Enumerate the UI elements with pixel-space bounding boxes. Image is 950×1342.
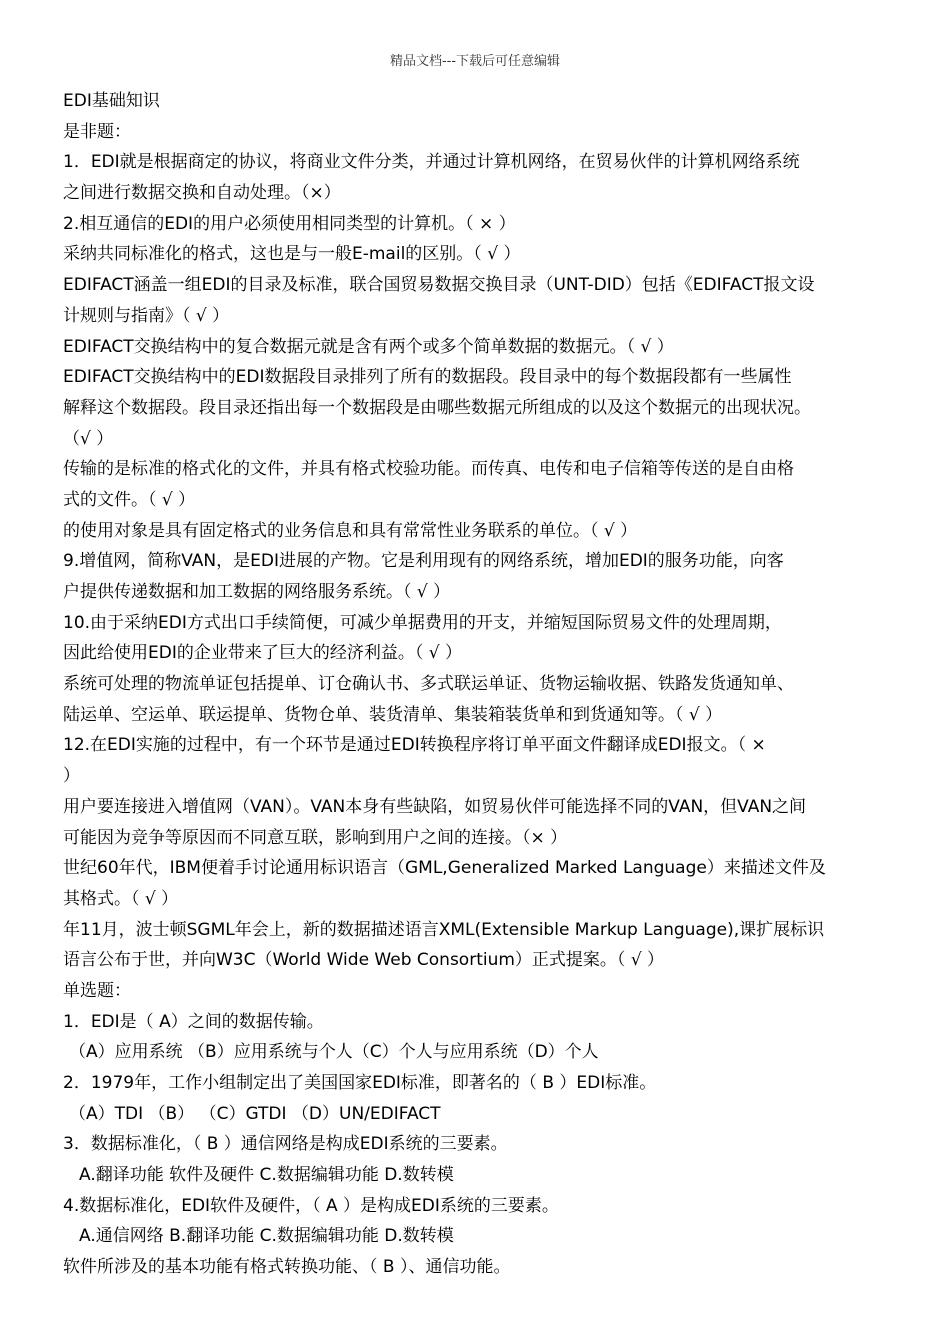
text-line: 传输的是标准的格式化的文件，并具有格式校验功能。而传真、电传和电子信箱等传送的是自由格 — [63, 459, 794, 480]
text-line: （A）TDI （B） （C）GTDI （D）UN/EDIFACT — [69, 1103, 441, 1124]
text-line: （√ ） — [63, 428, 114, 449]
text-line: EDIFACT交换结构中的EDI数据段目录排列了所有的数据段。段目录中的每个数据段都有一些属性 — [63, 367, 792, 388]
text-line: EDIFACT涵盖一组EDI的目录及标准，联合国贸易数据交换目录（UNT-DID）包括《EDIFACT报文设 — [63, 275, 815, 296]
text-line: 语言公布于世，并向W3C（World Wide Web Consortium）正式提案。（ √ ） — [63, 950, 665, 971]
document-body — [63, 86, 913, 1283]
text-line: 3．数据标准化，（ B ）通信网络是构成EDI系统的三要素。 — [63, 1134, 508, 1155]
text-line: 因此给使用EDI的企业带来了巨大的经济利益。（ √ ） — [63, 643, 462, 664]
text-line: 10.由于采纳EDI方式出口手续简便，可减少单据费用的开支，并缩短国际贸易文件的处理周期， — [63, 612, 782, 633]
text-line: 是非题： — [63, 121, 131, 142]
text-line: 9.增值网，简称VAN，是EDI进展的产物。它是利用现有的网络系统，增加EDI的服务功能，向客 — [63, 551, 784, 572]
text-line: 软件所涉及的基本功能有格式转换功能、（ B ）、通信功能。 — [63, 1257, 511, 1278]
text-line: 系统可处理的物流单证包括提单、订仓确认书、多式联运单证、货物运输收据、铁路发货通知单、 — [63, 674, 794, 695]
text-line: 世纪60年代，IBM便着手讨论通用标识语言（GML,Generalized Marked Language）来描述文件及 — [63, 858, 826, 879]
text-line: 2.相互通信的EDI的用户必须使用相同类型的计算机。（ × ） — [63, 213, 516, 234]
text-line: 年11月，波士顿SGML年会上，新的数据描述语言XML(Extensible Markup Language),课扩展标识 — [63, 919, 825, 940]
text-line: （A）应用系统 （B）应用系统与个人（C）个人与应用系统（D）个人 — [69, 1042, 599, 1063]
text-line: ） — [63, 766, 80, 787]
text-line: 用户要连接进入增值网（VAN）。VAN本身有些缺陷，如贸易伙伴可能选择不同的VAN，但VAN之间 — [63, 796, 807, 817]
text-line: 可能因为竞争等原因而不同意互联，影响到用户之间的连接。（× ） — [63, 827, 568, 848]
text-line: 的使用对象是具有固定格式的业务信息和具有常常性业务联系的单位。（ √ ） — [63, 520, 638, 541]
text-line: 式的文件。（ √ ） — [63, 489, 196, 510]
page-header: 精品文档---下载后可任意编辑 — [389, 54, 561, 69]
text-line: 陆运单、空运单、联运提单、货物仓单、装货清单、集装箱装货单和到货通知等。（ √ ） — [63, 704, 723, 725]
text-line: 单选题： — [63, 980, 131, 1001]
text-line: A.翻译功能 软件及硬件 C.数据编辑功能 D.数转模 — [79, 1165, 454, 1186]
text-line: 4.数据标准化，EDI软件及硬件，（ A ）是构成EDI系统的三要素。 — [63, 1195, 559, 1216]
text-line: 采纳共同标准化的格式，这也是与一般E-mail的区别。（ √ ） — [63, 244, 521, 265]
text-line: 12.在EDI实施的过程中，有一个环节是通过EDI转换程序将订单平面文件翻译成EDI报文。（ × — [63, 735, 766, 756]
text-line: 1．EDI是（ A）之间的数据传输。 — [63, 1011, 324, 1032]
text-line: 户提供传递数据和加工数据的网络服务系统。（ √ ） — [63, 582, 451, 602]
text-line: 其格式。（ √ ） — [63, 888, 179, 909]
text-line: 计规则与指南》（ √ ） — [63, 305, 230, 326]
text-line: 2．1979年，工作小组制定出了美国国家EDI标准，即著名的（ B ）EDI标准。 — [63, 1073, 657, 1093]
text-line: 1．EDI就是根据商定的协议，将商业文件分类，并通过计算机网络，在贸易伙伴的计算机网络系统 — [63, 152, 800, 173]
text-line: 解释这个数据段。段目录还指出每一个数据段是由哪些数据元所组成的以及这个数据元的出现状况。 — [63, 397, 811, 418]
text-line: 之间进行数据交换和自动处理。（×） — [63, 183, 341, 204]
text-line: EDIFACT交换结构中的复合数据元就是含有两个或多个简单数据的数据元。（ √ ） — [63, 336, 674, 357]
text-line: EDI基础知识 — [63, 91, 160, 111]
text-line: A.通信网络 B.翻译功能 C.数据编辑功能 D.数转模 — [79, 1226, 454, 1247]
